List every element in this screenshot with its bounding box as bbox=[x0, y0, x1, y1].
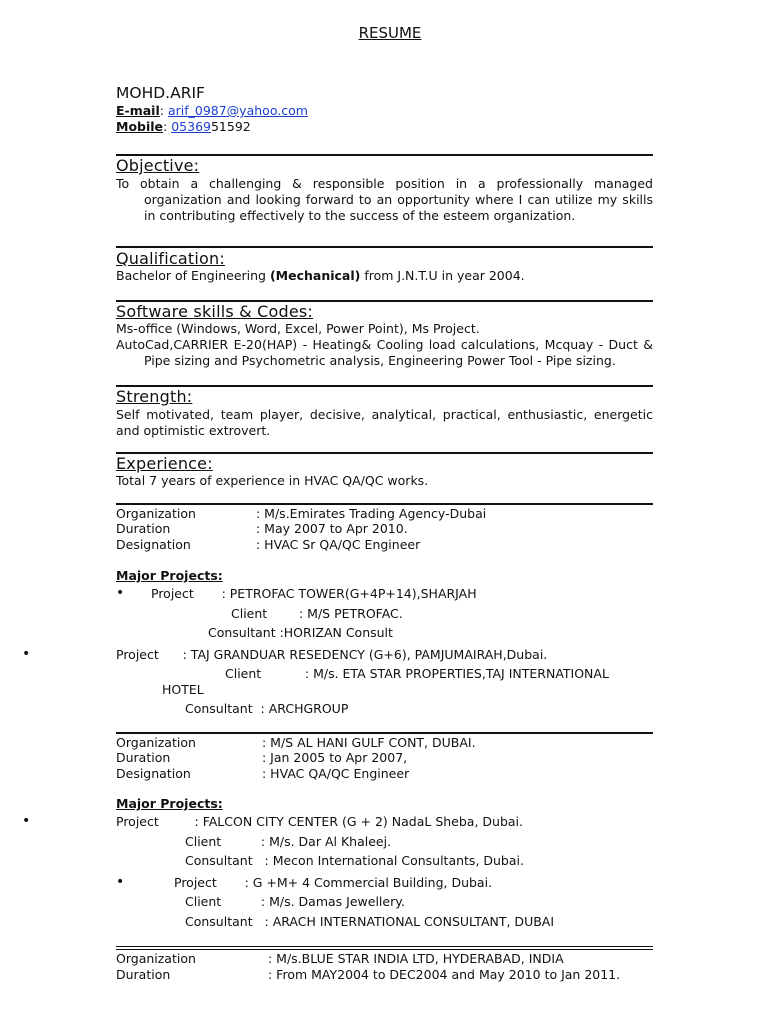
job-divider bbox=[116, 732, 653, 734]
mobile-line: Mobile: 0536951592 bbox=[116, 119, 251, 134]
objective-heading: Objective: bbox=[116, 156, 200, 175]
software-line-1: Ms-office (Windows, Word, Excel, Power Point), Ms Project. bbox=[116, 321, 480, 336]
objective-text: To obtain a challenging & responsible position in a professionally managed organization and looking forward to an opportunity where I can utilize my skills in contributing effectively to the success of the esteem organization. bbox=[116, 176, 653, 223]
job1-duration: : May 2007 to Apr 2010. bbox=[256, 521, 408, 536]
job2-major-projects-label: Major Projects: bbox=[116, 796, 223, 811]
job3-duration: : From MAY2004 to DEC2004 and May 2010 to Jan 2011. bbox=[268, 967, 621, 982]
mobile-link[interactable]: 05369 bbox=[171, 119, 211, 134]
strength-text: Self motivated, team player, decisive, analytical, practical, enthusiastic, energetic and optimistic extrovert. bbox=[116, 407, 653, 438]
candidate-name: MOHD.ARIF bbox=[116, 84, 205, 102]
job1-designation: : HVAC Sr QA/QC Engineer bbox=[256, 537, 421, 552]
job1-project1-client: Client : M/S PETROFAC. bbox=[231, 606, 403, 621]
job2-designation-label: Designation bbox=[116, 766, 191, 781]
job-divider bbox=[116, 946, 653, 947]
job2-org-label: Organization bbox=[116, 735, 196, 750]
job3-org-label: Organization bbox=[116, 951, 196, 966]
job2-project1-client: Client : M/s. Dar Al Khaleej. bbox=[185, 834, 392, 849]
email-line: E-mail: arif_0987@yahoo.com bbox=[116, 103, 308, 118]
section-divider bbox=[116, 385, 653, 387]
job2-org: : M/S AL HANI GULF CONT, DUBAI. bbox=[262, 735, 476, 750]
job1-project2-client-cont: HOTEL bbox=[162, 682, 204, 697]
email-link[interactable]: arif_0987@yahoo.com bbox=[167, 103, 308, 118]
job2-project2-consultant: Consultant : ARACH INTERNATIONAL CONSULTANT, DUBAI bbox=[185, 914, 555, 929]
experience-summary: Total 7 years of experience in HVAC QA/QC works. bbox=[116, 473, 429, 488]
job2-project2: Project : G +M+ 4 Commercial Building, Dubai. bbox=[174, 875, 493, 890]
strength-heading: Strength: bbox=[116, 387, 193, 406]
software-heading: Software skills & Codes: bbox=[116, 302, 314, 321]
job2-designation: : HVAC QA/QC Engineer bbox=[262, 766, 410, 781]
job2-duration-label: Duration bbox=[116, 750, 171, 765]
email-label: E-mail bbox=[116, 103, 160, 118]
job2-project2-client: Client : M/s. Damas Jewellery. bbox=[185, 894, 405, 909]
job1-project2-client: Client : M/s. ETA STAR PROPERTIES,TAJ INTERNATIONAL bbox=[225, 666, 609, 681]
job1-project2: Project : TAJ GRANDUAR RESEDENCY (G+6), PAMJUMAIRAH,Dubai. bbox=[116, 647, 548, 662]
page-title: RESUME bbox=[358, 24, 422, 42]
bullet-icon: • bbox=[22, 813, 31, 829]
job-divider bbox=[116, 949, 653, 950]
bullet-icon: • bbox=[116, 874, 125, 890]
software-line-2: AutoCad,CARRIER E-20(HAP) - Heating& Cooling load calculations, Mcquay - Duct & Pipe sizing and Psychometric analysis, Engineering Power Tool - Pipe sizing. bbox=[116, 337, 653, 368]
job2-project1-consultant: Consultant : Mecon International Consultants, Dubai. bbox=[185, 853, 524, 868]
job-divider bbox=[116, 503, 653, 505]
job1-designation-label: Designation bbox=[116, 537, 191, 552]
job1-project1: Project : PETROFAC TOWER(G+4P+14),SHARJAH bbox=[151, 586, 477, 601]
job3-org: : M/s.BLUE STAR INDIA LTD, HYDERABAD, INDIA bbox=[268, 951, 564, 966]
job1-project1-consultant: Consultant :HORIZAN Consult bbox=[208, 625, 393, 640]
mobile-label: Mobile bbox=[116, 119, 164, 134]
job2-duration: : Jan 2005 to Apr 2007, bbox=[262, 750, 408, 765]
experience-heading: Experience: bbox=[116, 454, 213, 473]
section-divider bbox=[116, 246, 653, 248]
job1-project2-consultant: Consultant : ARCHGROUP bbox=[185, 701, 349, 716]
job1-org: : M/s.Emirates Trading Agency-Dubai bbox=[256, 506, 487, 521]
job1-org-label: Organization bbox=[116, 506, 196, 521]
job3-duration-label: Duration bbox=[116, 967, 171, 982]
qualification-heading: Qualification: bbox=[116, 249, 225, 268]
job1-duration-label: Duration bbox=[116, 521, 171, 536]
qualification-major: (Mechanical) bbox=[269, 268, 361, 283]
qualification-text bbox=[116, 268, 525, 284]
job1-major-projects-label: Major Projects: bbox=[116, 568, 223, 583]
mobile-rest: 51592 bbox=[210, 119, 251, 134]
bullet-icon: • bbox=[116, 585, 125, 601]
qualification-university: from J.N.T.U in year 2004. bbox=[360, 268, 525, 283]
qualification-degree: Bachelor of Engineering bbox=[116, 268, 270, 283]
job2-project1: Project : FALCON CITY CENTER (G + 2) NadaL Sheba, Dubai. bbox=[116, 814, 523, 829]
bullet-icon: • bbox=[22, 646, 31, 662]
